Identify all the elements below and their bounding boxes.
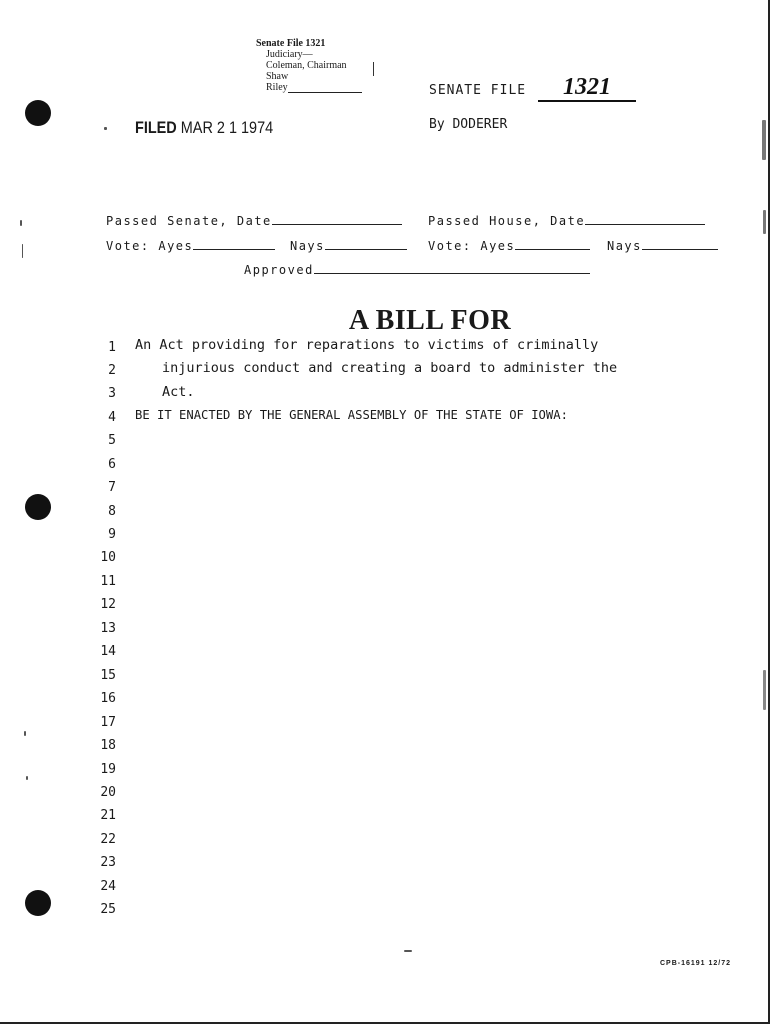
stamp-bar [373, 62, 374, 76]
scan-speck [22, 244, 23, 258]
filed-date: MAR 2 1 1974 [180, 118, 274, 137]
senate-nays-label: Nays [289, 239, 325, 253]
stamp-committee: Judiciary— [266, 49, 313, 60]
line-number: 11 [100, 574, 116, 589]
scan-speck [763, 210, 766, 234]
line-number: 4 [108, 410, 116, 425]
line-number: 8 [108, 504, 116, 519]
line-number: 15 [100, 668, 116, 683]
scan-speck [24, 731, 26, 736]
stamp-title: Senate File 1321 [256, 38, 326, 49]
senate-file-number: 1321 [538, 74, 636, 102]
line-number: 7 [108, 480, 116, 495]
line-number: 10 [100, 550, 116, 565]
senate-ayes-blank [193, 239, 275, 250]
binder-hole-icon [25, 100, 51, 126]
scan-speck [404, 950, 412, 952]
house-ayes-blank [515, 239, 590, 250]
senate-nays-blank [325, 239, 407, 250]
line-text: Act. [162, 384, 195, 400]
bill-title: A BILL FOR [348, 305, 512, 336]
scan-speck [26, 776, 28, 780]
house-nays-blank [642, 239, 718, 250]
line-number: 23 [100, 855, 116, 870]
passed-house-label: Passed House, Date [428, 214, 586, 228]
house-vote-row [428, 239, 718, 253]
line-number: 2 [108, 363, 116, 378]
line-number: 25 [100, 902, 116, 917]
binder-hole-icon [25, 890, 51, 916]
binder-hole-icon [25, 494, 51, 520]
senate-ayes-label: Vote: Ayes [106, 239, 194, 253]
house-ayes-label: Vote: Ayes [428, 239, 516, 253]
scan-speck [763, 670, 766, 710]
line-number: 22 [100, 832, 116, 847]
line-number: 12 [100, 597, 116, 612]
line-text: BE IT ENACTED BY THE GENERAL ASSEMBLY OF THE STATE OF IOWA: [135, 408, 568, 422]
senate-date-blank [272, 214, 402, 225]
passed-house-row [428, 214, 705, 228]
line-number: 3 [108, 386, 116, 401]
line-number: 6 [108, 457, 116, 472]
passed-senate-label: Passed Senate, Date [106, 214, 272, 228]
sponsor: By DODERER [429, 117, 508, 132]
line-number: 14 [100, 644, 116, 659]
filed-stamp [135, 118, 273, 138]
scan-speck [762, 120, 766, 160]
scan-speck [104, 127, 107, 130]
approved-label: Approved [244, 263, 314, 277]
line-number: 20 [100, 785, 116, 800]
line-number: 5 [108, 433, 116, 448]
line-number: 13 [100, 621, 116, 636]
house-nays-label: Nays [606, 239, 642, 253]
line-number: 21 [100, 808, 116, 823]
stamp-rule [288, 92, 362, 93]
line-number: 19 [100, 762, 116, 777]
house-date-blank [585, 214, 705, 225]
line-number: 16 [100, 691, 116, 706]
senate-file-label: SENATE FILE [429, 83, 527, 98]
senate-vote-row [106, 239, 407, 253]
line-text: An Act providing for reparations to victims of criminally [135, 337, 599, 353]
line-number: 1 [108, 340, 116, 355]
form-code: CPB-16191 12/72 [660, 960, 732, 967]
stamp-member: Coleman, Chairman [266, 60, 347, 71]
line-number: 24 [100, 879, 116, 894]
filed-prefix: FILED [135, 118, 177, 137]
approved-row [244, 263, 590, 277]
stamp-member: Shaw [266, 71, 289, 82]
stamp-member: Riley [266, 82, 288, 93]
scan-speck [20, 220, 22, 226]
line-number: 17 [100, 715, 116, 730]
passed-senate-row [106, 214, 402, 228]
line-number: 18 [100, 738, 116, 753]
line-text: injurious conduct and creating a board to administer the [162, 360, 618, 376]
committee-stamp [256, 38, 362, 93]
approved-blank [314, 263, 590, 274]
line-number: 9 [108, 527, 116, 542]
